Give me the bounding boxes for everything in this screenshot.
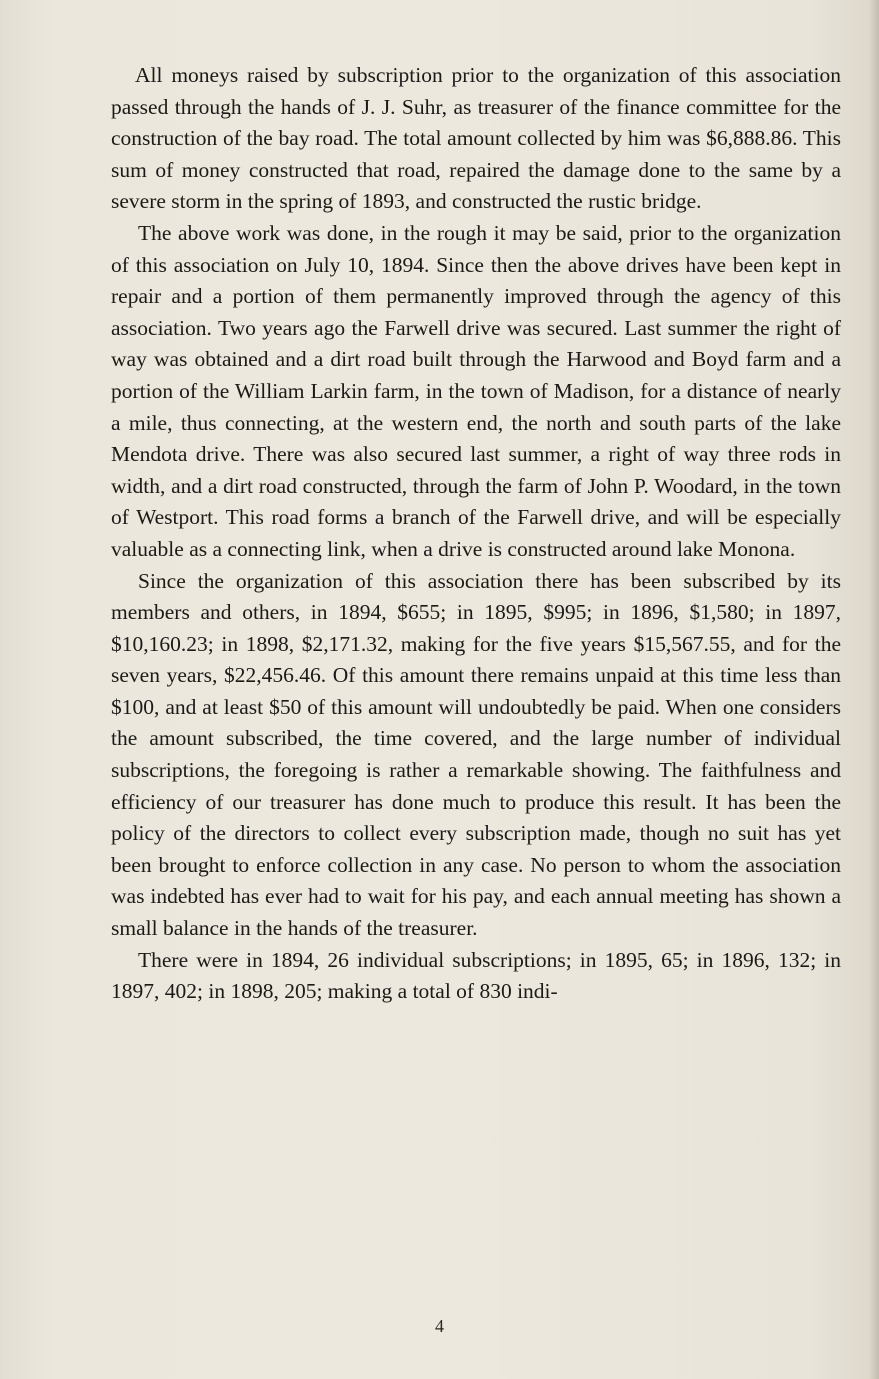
page-edge-shadow [869,0,879,1379]
paragraph-subscriptions-amounts: Since the organization of this association there has been subscribed by its members and others, in 1894, $655; in 1895, $995; in 1896, $1,580; in 1897, $10,160.23; in 1898, $2,171.32, making for the five years $15,567.55, and for the seven years, $22,456.46. Of this amount there remains unpaid at this time less than $100, and at least $50 of this amount will undoubtedly be paid. When one considers the amount subscribed, the time covered, and the large number of individual subscriptions, the foregoing is rather a remarkable showing. The faithfulness and efficiency of our treasurer has done much to produce this result. It has been the policy of the directors to collect every subscription made, though no suit has yet been brought to enforce collection in any case. No person to whom the association was indebted has ever had to wait for his pay, and each annual meeting has shown a small balance in the hands of the treasurer. [111,568,841,941]
paragraph-subscription-counts: There were in 1894, 26 individual subscriptions; in 1895, 65; in 1896, 132; in 1897, 402; in 1898, 205; making a total of 830 indi- [111,947,841,1004]
page-number: 4 [435,1316,444,1336]
paragraph-drives-work: The above work was done, in the rough it may be said, prior to the organization of this association on July 10, 1894. Since then the above drives have been kept in repair and a portion of them permanently improved through the agency of this association. Two years ago the Farwell drive was secured. Last summer the right of way was obtained and a dirt road built through the Harwood and Boyd farm and a portion of the William Larkin farm, in the town of Madison, for a distance of nearly a mile, thus connecting, at the western end, the north and south parts of the lake Mendota drive. There was also secured last summer, a right of way three rods in width, and a dirt road constructed, through the farm of John P. Woodard, in the town of Westport. This road forms a branch of the Farwell drive, and will be especially valuable as a connecting link, when a drive is constructed around lake Monona. [111,220,841,561]
paragraph-bay-road-funds: All moneys raised by subscription prior to the organization of this association passed through the hands of J. J. Suhr, as treasurer of the finance committee for the construction of the bay road. The total amount collected by him was $6,888.86. This sum of money constructed that road, repaired the damage done to the same by a severe storm in the spring of 1893, and constructed the rustic bridge. [111,63,841,214]
body-text [111,60,841,1008]
